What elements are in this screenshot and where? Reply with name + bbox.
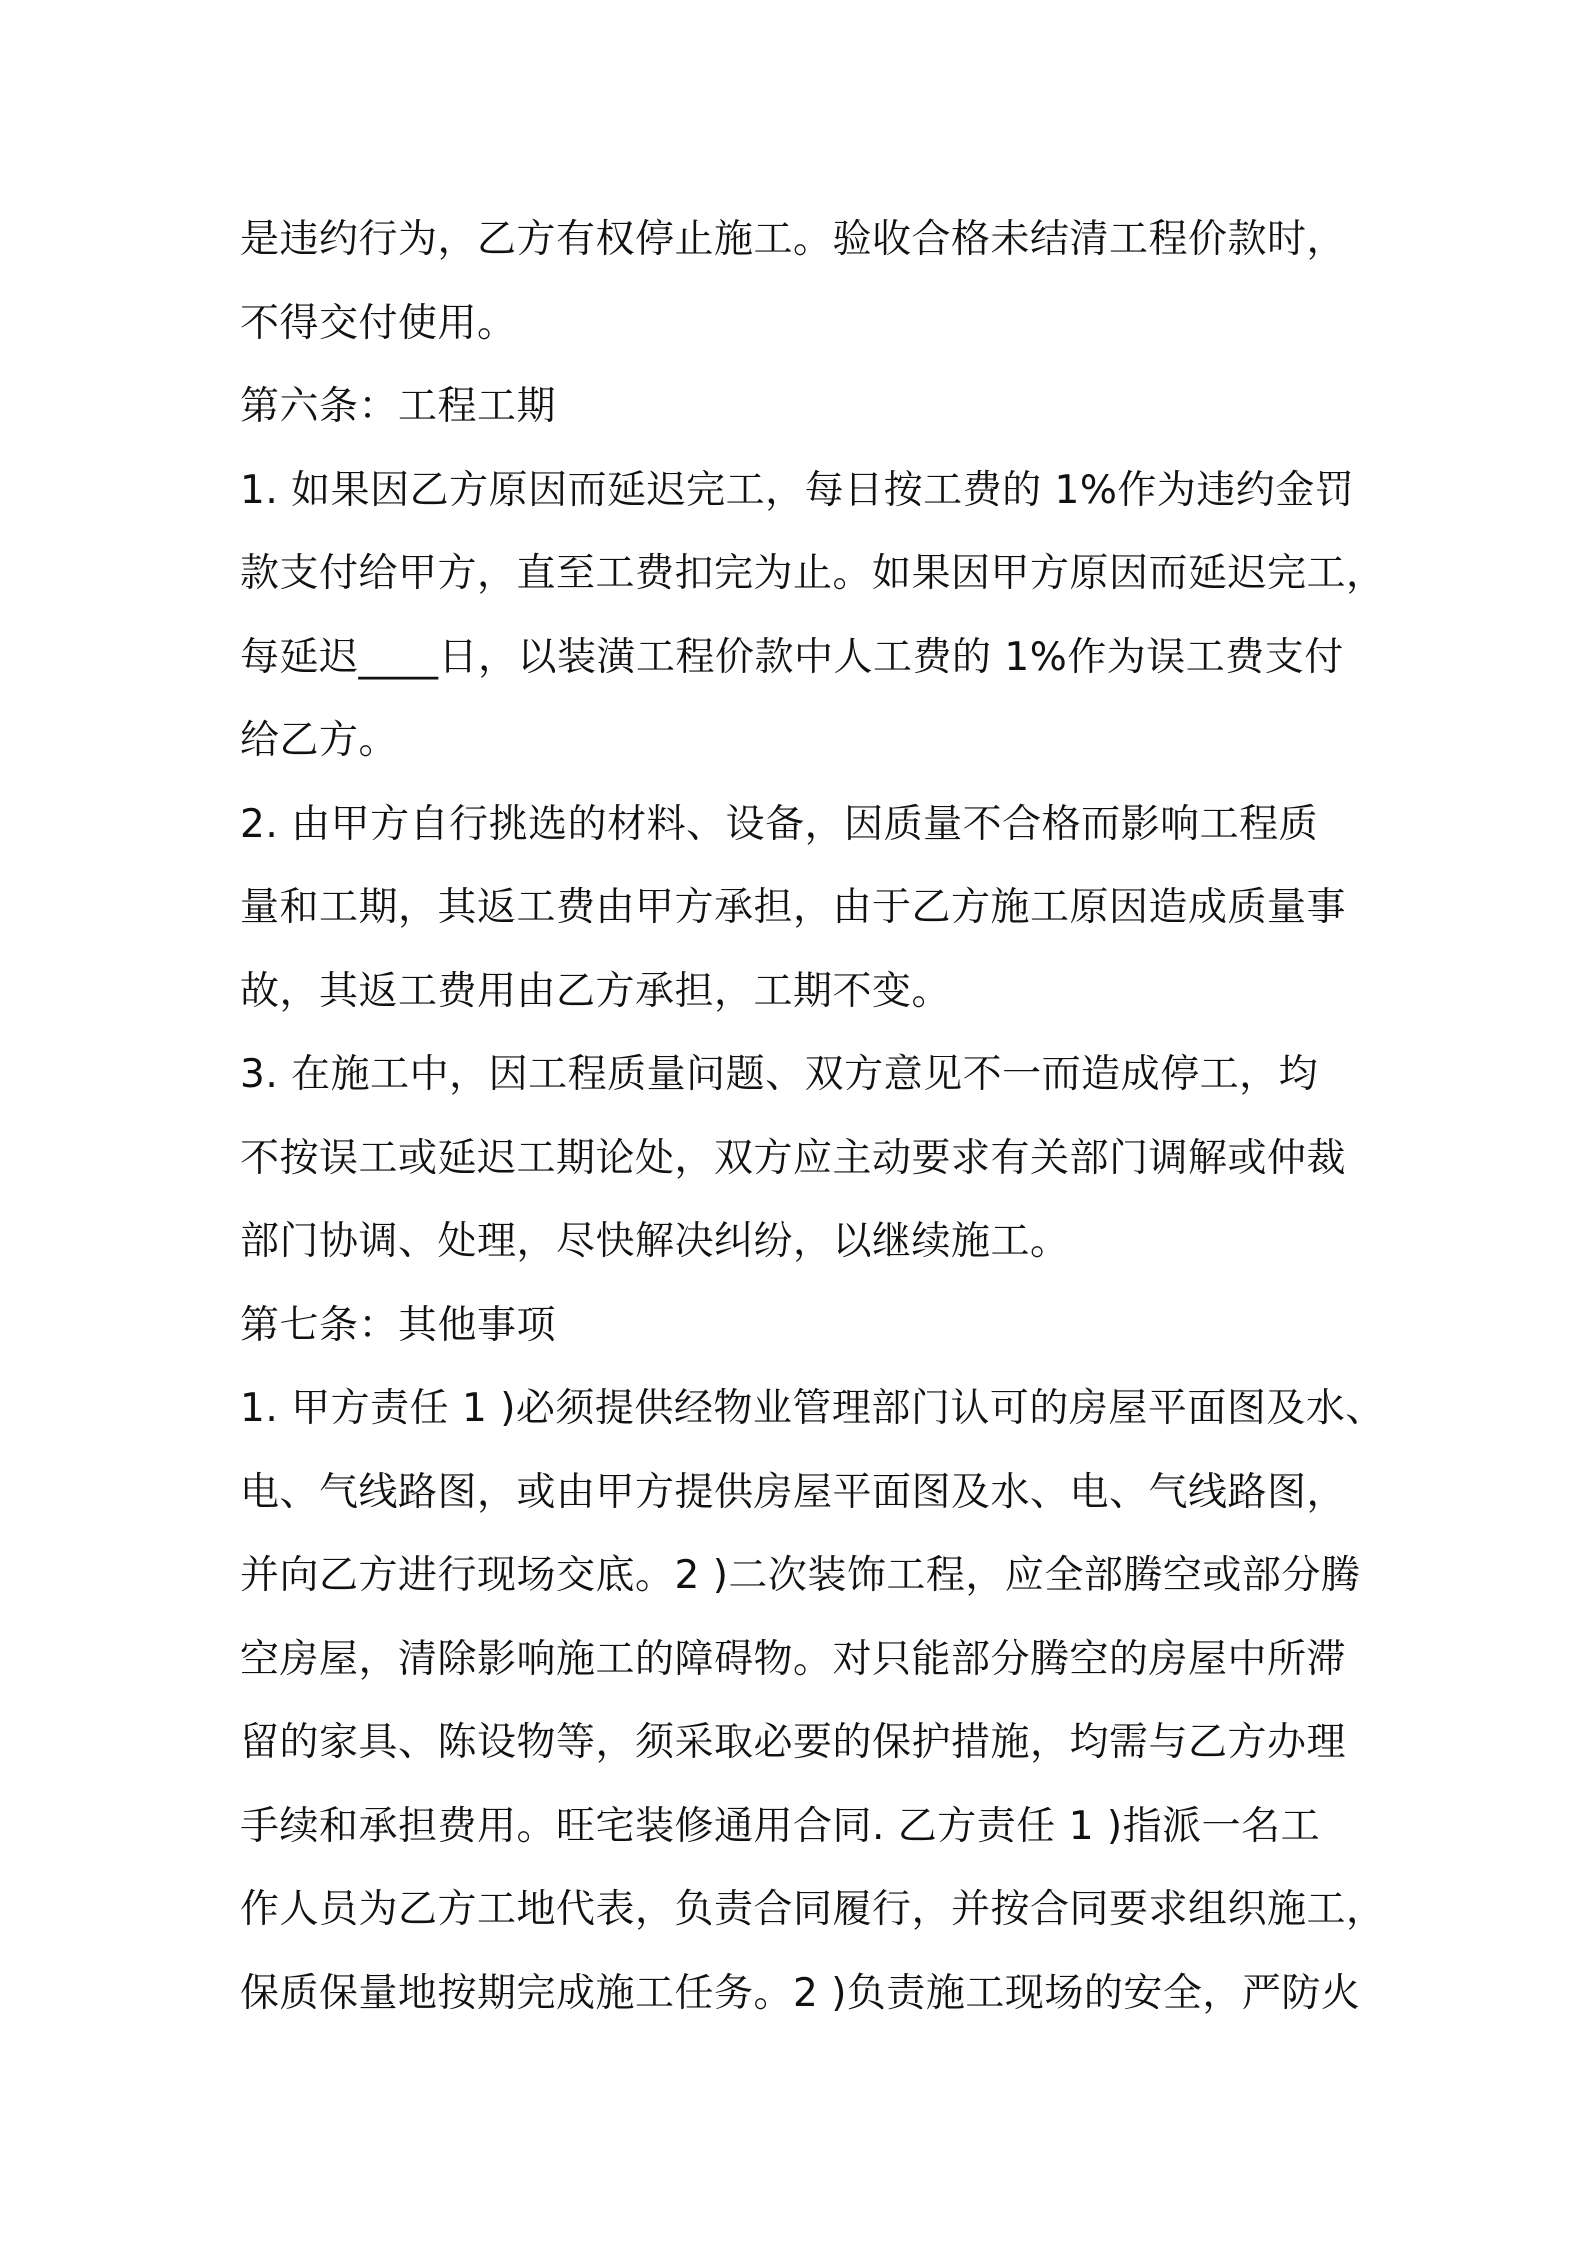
text-line: 故，其返工费用由乙方承担，工期不变。	[240, 968, 952, 1014]
text-line: 电、气线路图，或由甲方提供房屋平面图及水、电、气线路图，	[240, 1469, 1347, 1515]
text-line: 手续和承担费用。旺宅装修通用合同. 乙方责任 1 )指派一名工	[240, 1803, 1321, 1849]
text-line: 不按误工或延迟工期论处，双方应主动要求有关部门调解或仲裁	[240, 1135, 1347, 1181]
text-line: 每延迟____日，以装潢工程价款中人工费的 1%作为误工费支付	[240, 634, 1344, 680]
text-line: 2. 由甲方自行挑选的材料、设备，因质量不合格而影响工程质	[240, 801, 1319, 847]
text-line: 部门协调、处理，尽快解决纠纷，以继续施工。	[240, 1219, 1070, 1264]
text-line: 1. 如果因乙方原因而延迟完工，每日按工费的 1%作为违约金罚	[240, 467, 1355, 513]
text-line: 留的家具、陈设物等，须采取必要的保护措施，均需与乙方办理	[240, 1720, 1347, 1765]
text-line: 保质保量地按期完成施工任务。2 )负责施工现场的安全，严防火	[240, 1970, 1361, 2016]
text-line: 并向乙方进行现场交底。2 )二次装饰工程，应全部腾空或部分腾	[240, 1553, 1361, 1598]
text-line: 空房屋，清除影响施工的障碍物。对只能部分腾空的房屋中所滞	[240, 1636, 1347, 1682]
contract-text-body	[240, 198, 1386, 2035]
text-line: 量和工期，其返工费由甲方承担，由于乙方施工原因造成质量事	[240, 885, 1347, 930]
text-line: 3. 在施工中，因工程质量问题、双方意见不一而造成停工，均	[240, 1052, 1319, 1097]
text-line: 款支付给甲方，直至工费扣完为止。如果因甲方原因而延迟完工，	[240, 551, 1386, 596]
text-line: 是违约行为，乙方有权停止施工。验收合格未结清工程价款时，	[240, 217, 1347, 262]
text-line: 不得交付使用。	[240, 300, 517, 346]
text-line: 1. 甲方责任 1 )必须提供经物业管理部门认可的房屋平面图及水、	[240, 1386, 1385, 1431]
section-heading: 第七条：其他事项	[240, 1302, 557, 1348]
text-line: 给乙方。	[240, 718, 399, 763]
text-line: 作人员为乙方工地代表，负责合同履行，并按合同要求组织施工，	[240, 1887, 1386, 1932]
section-heading: 第六条：工程工期	[240, 384, 557, 429]
